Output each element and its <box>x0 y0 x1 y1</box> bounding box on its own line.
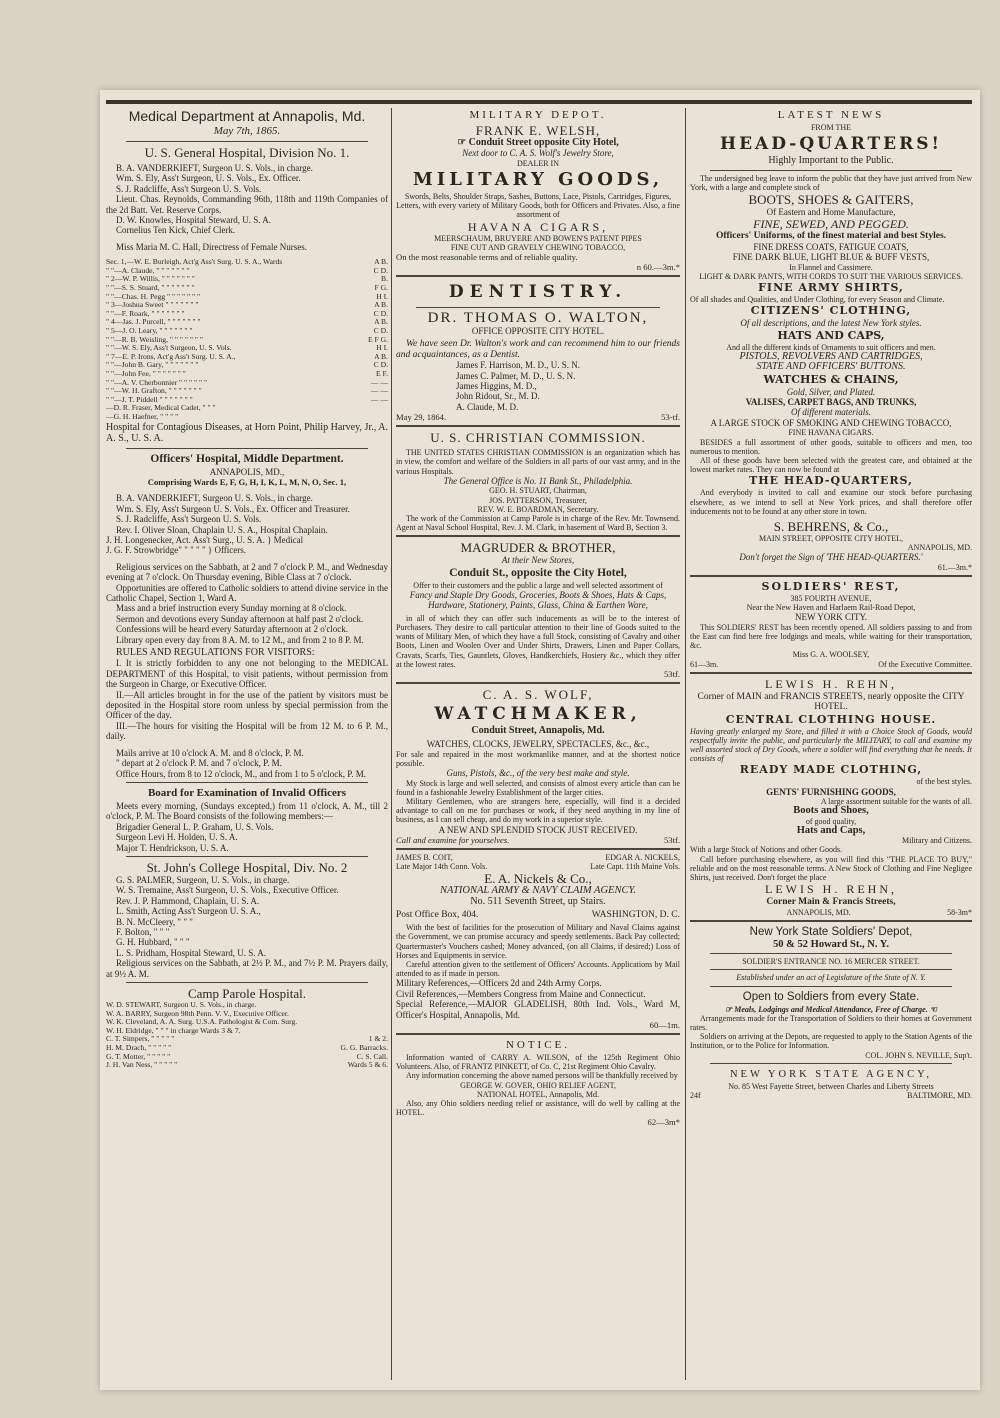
rules-heading: RULES AND REGULATIONS FOR VISITORS: <box>116 647 315 659</box>
wolf-wares: WATCHES, CLOCKS, JEWELRY, SPECTACLES, &c., &c., <box>426 739 650 750</box>
nickels-rank: Late Capt. 11th Maine Vols. <box>590 862 680 872</box>
division-1-staff: B. A. VANDERKIEFT, Surgeon U. S. Vols., in charge. Wm. S. Ely, Ass't Surgeon, U. S. Vols., Ex. Officer. S. J. Radcliffe, Ass't Surgeon U. S. Vols. Lieut. Chas. Reynolds, Commanding 96th, 118th and 119th Companies of the 2d Batt. Vet. Reserve Corps. D. W. Knowles, Hospital Steward, U. S. A. Cornelius Ten Kick, Chief Clerk. <box>106 163 388 236</box>
rehn-text: Having greatly enlarged my Store, and filled it with a Choice Stock of Goods, would respectfully invite the public, and particularly the MILITARY, to call and examine my well assorted stock of Dry Goods, where a soldier will find everything that he needs. It consists of <box>690 726 972 764</box>
hq-uniforms: Officers' Uniforms, of the finest material and best Styles. <box>715 231 947 242</box>
hq-descriptions: Of all descriptions, and the latest New York styles. <box>740 318 922 329</box>
magruder-stores: At their New Stores, <box>501 555 575 566</box>
behrens-firm: S. BEHRENS, & Co., <box>773 518 889 534</box>
military-depot-pipes: MEERSCHAUM, BRUYERE AND BOWEN'S PATENT PIPES <box>434 233 642 243</box>
ny-agency-code: 24f <box>690 1091 701 1101</box>
hq-valises: VALISES, CARPET BAGS, AND TRUNKS, <box>745 397 917 408</box>
notice-agent: GEORGE W. GOVER, OHIO RELIEF AGENT, <box>460 1080 616 1090</box>
nickels-firm: E. A. Nickels & Co., <box>484 871 592 887</box>
military-depot-terms: On the most reasonable terms and of reliable quality. <box>396 252 578 263</box>
military-goods-banner: MILITARY GOODS, <box>412 169 664 191</box>
hq-boots: BOOTS, SHOES & GAITERS, <box>748 192 914 208</box>
wolf-new-stock: A NEW AND SPLENDID STOCK JUST RECEIVED. <box>438 824 638 835</box>
hq-the-hq: THE HEAD-QUARTERS, <box>749 474 913 488</box>
ny-depot-address: 50 & 52 Howard St., N. Y. <box>773 938 889 950</box>
board-members: Brigadier General L. P. Graham, U. S. Vols. Surgeon Levi H. Holden, U. S. A. Major T. Hendrickson, U. S. A. <box>116 821 274 853</box>
watchmaker-banner: WATCHMAKER, <box>434 703 642 724</box>
military-depot-tobacco: FINE CUT AND GRAVELY CHEWING TOBACCO, <box>450 242 626 252</box>
column-rule-2 <box>685 108 686 1380</box>
ny-depot-colonel: COL. JOHN S. NEVILLE, Sup't. <box>865 1050 972 1060</box>
christian-commission-text: THE UNITED STATES CHRISTIAN COMMISSION is an organization which has in view, the comfort and welfare of the Soldiers in all parts of our vast army, and in the various Hospitals. <box>396 448 680 476</box>
hq-cigars: FINE HAVANA CIGARS. <box>788 428 874 438</box>
hq-besides: BESIDES a full assortment of other goods, suitable to officers and men, too numerous to mention. <box>690 437 972 456</box>
division-2-services: Religious services on the Sabbath, at 2½ P. M., and 7½ P. M. Prayers daily, at 9½ A. M. <box>106 958 388 979</box>
soldiers-rest-near: Near the New Haven and Harlaem Rail-Road Depot, <box>746 603 916 613</box>
hq-ornaments: And all the different kinds of Ornaments to suit officers and men. <box>726 342 936 352</box>
rehn-hats: Hats and Caps, <box>796 824 866 836</box>
hq-hats: HATS AND CAPS, <box>777 328 885 342</box>
nickels-city: WASHINGTON, D. C. <box>591 910 680 921</box>
rehn-city: ANNAPOLIS, MD. <box>786 907 851 917</box>
rehn-code: 58-3m* <box>947 907 972 917</box>
ny-agency-city: BALTIMORE, MD. <box>907 1091 972 1101</box>
column-advertisements <box>396 108 680 1380</box>
wolf-stock: My Stock is large and well selected, and consists of almost every article than can be found in a fashionable Jewelry Establishment of the larger cities. <box>396 778 680 797</box>
coit-rank: Late Major 14th Conn. Vols. <box>396 862 488 872</box>
column-headquarters <box>690 108 972 1380</box>
military-depot-heading: MILITARY DEPOT. <box>469 109 607 121</box>
magruder-goods: Fancy and Staple Dry Goods, Groceries, Boots & Shoes, Hats & Caps, Hardware, Stationery, Paints, Glass, China & Earthen Ware, <box>409 589 667 611</box>
rehn-boots: Boots and Shoes, <box>793 805 869 817</box>
board-text: Meets every morning, (Sundays excepted,) from 11 o'clock, A. M., till 2 o'clock, P. M. The Board consists of the following members:— <box>106 800 388 822</box>
rehn-corner: Corner of MAIN and FRANCIS STREETS, nearly opposite the CITY HOTEL. <box>697 691 965 713</box>
rehn-call: Call before purchasing elsewhere, as you will find this "THE PLACE TO BUY," reliable and on the most reasonable terms. A New Stock of Clothing and Fine Negligee Shirts, just received. Don't forget the place <box>690 854 972 883</box>
christian-commission-heading: U. S. CHRISTIAN COMMISSION. <box>430 430 646 446</box>
page-title: Medical Department at Annapolis, Md. <box>128 108 366 124</box>
highly-important: Highly Important to the Public. <box>768 155 894 167</box>
division-2-staff: G. S. PALMER, Surgeon, U. S. Vols., in charge. W. S. Tremaine, Ass't Surgeon, U. S. Vols., Executive Officer. Rev. J. P. Hammond, Chaplain, U. S. A. L. Smith, Acting Ass't Surgeon U. S. A., B. N. McCleery, " " " F. Bolton, " " " G. H. Hubbard, " " " L. S. Pridham, Hospital Steward, U. S. A. <box>116 874 339 958</box>
post-office-box: Post Office Box, 404. <box>396 910 479 921</box>
magruder-address: Conduit St., opposite the City Hotel, <box>449 566 627 579</box>
soldiers-rest-text: This SOLDIERS' REST has been recently opened. All soldiers passing to and from the East can find here free lodgings and meals, while waiting for their transportation, &c. <box>690 622 972 651</box>
hq-citizens: CITIZENS' CLOTHING, <box>750 304 912 318</box>
ny-depot-heading: New York State Soldiers' Depot, <box>749 925 913 938</box>
soldiers-rest-committee: Of the Executive Committee. <box>878 659 972 669</box>
mail-hours: Mails arrive at 10 o'clock A. M. and 8 o'clock, P. M. " depart at 2 o'clock P. M. and 7 o'clock, P. M. Office Hours, from 8 to 12 o'clock, M., and from 1 to 5 o'clock, P. M. <box>116 747 367 779</box>
nickels-care: Careful attention given to the settlement of Officers' Accounts. Applications by Mail attended to as if made in person. <box>396 960 680 979</box>
rehn-military: Military and Citizens. <box>902 836 972 846</box>
rehn-quality: of good quality, <box>805 816 857 826</box>
wolf-address: Conduit Street, Annapolis, Md. <box>471 724 605 736</box>
hq-buttons: STATE AND OFFICERS' BUTTONS. <box>756 361 906 373</box>
magruder-offer: Offer to their customers and the public a large and well selected assortment of <box>413 580 663 590</box>
behrens-code: 61.—3m.* <box>937 562 972 572</box>
soldiers-rest-heading: SOLDIERS' REST, <box>761 579 901 593</box>
ny-depot-entrance: SOLDIER'S ENTRANCE NO. 16 MERCER STREET. <box>742 957 920 967</box>
hq-flannel: In Flannel and Cassimere. <box>789 262 873 272</box>
dentist-references: James F. Harrison, M. D., U. S. N. James C. Palmer, M. D., U. S. N. James Higgins, M. D., John Ridout, Sr., M. D. A. Claude, M. D. <box>456 360 581 412</box>
officers-hospital-place: ANNAPOLIS, MD., <box>209 466 285 477</box>
hq-invited: And everybody is invited to call and examine our stock before purchasing elsewhere, as we intend to sell at New York prices, and shall therefore offer inducements not to be found at any other store in town. <box>690 488 972 516</box>
military-depot-cigars: HAVANA CIGARS, <box>467 219 609 234</box>
camp-parole-heading: Camp Parole Hospital. <box>187 986 307 1001</box>
military-depot-next: Next door to C. A. S. Wolf's Jewelry Store, <box>462 148 614 159</box>
behrens-street: MAIN STREET, OPPOSITE CITY HOTEL, <box>759 533 903 543</box>
officers-hospital-staff: B. A. VANDERKIEFT, Surgeon U. S. Vols., in charge. Wm. S. Ely, Ass't Surgeon U. S. Vols., Ex. Officer and Treasurer. S. J. Radcliffe, Ass't Surgeon U. S. Vols. Rev. I. Oliver Sloan, Chaplain U. S. A., Hospital Chaplain. J. H. Longenecker, Act. Ass't Surg., U. S. A. } Medical J. G. F. Strowbridge" " " " " } Officers. <box>106 493 350 556</box>
claim-agency: NATIONAL ARMY & NAVY CLAIM AGENCY. <box>440 885 636 897</box>
column-medical <box>106 108 388 1380</box>
ny-depot-arriving: Soldiers on arriving at the Depots, are requested to apply to the Station Agents of the Institution, or to the Police for Information. <box>690 1032 972 1051</box>
camp-parole-staff: W. D. STEWART, Surgeon U. S. Vols., in charge. W. A. BARRY, Surgeon 98th Penn. V. V., Executive Officer. W. K. Cleveland, A. A. Surg. U.S.A. Pathologist & Com. Surg. W. H. Eldridge, " " " in charge Wards 3 & 7. C. T. Simpers, " " " " " 1 & 2. H. M. Drach, " " " " " G. G. Barracks. G. T. Motter, " " " " " C. S. Call. J. H. Van Ness, " " " " " Wards 5 & 6. <box>106 1001 388 1070</box>
hq-selected: All of these goods have been selected with the greatest care, and obtained at the lowest market rates. They can now be found at <box>690 455 972 475</box>
wolf-code: 53tf. <box>664 835 680 845</box>
board-heading: Board for Examination of Invalid Officers <box>147 786 347 799</box>
wolf-guns: Guns, Pistols, &c., of the very best make and style. <box>446 768 630 779</box>
christian-commission-officers: GEO. H. STUART, Chairman, JOS. PATTERSON, Treasurer, REV. W. E. BOARDMAN, Secretary. <box>477 486 599 514</box>
dentist-office: OFFICE OPPOSITE CITY HOTEL. <box>471 326 605 337</box>
soldiers-rest-address: 385 FOURTH AVENUE, <box>790 593 872 603</box>
hq-watches: WATCHES & CHAINS, <box>763 372 899 386</box>
hq-shades: Of all shades and Qualities, and Under Clothing, for every Season and Climate. <box>690 295 945 305</box>
hq-pants: LIGHT & DARK PANTS, WITH CORDS TO SUIT THE VARIOUS SERVICES. <box>699 271 963 281</box>
notice-heading: NOTICE. <box>505 1039 571 1052</box>
hq-vests: FINE DARK BLUE, LIGHT BLUE & BUFF VESTS, <box>732 252 930 263</box>
dentist-recommendation: We have seen Dr. Walton's work and can recommend him to our friends and acquaintances, as a Dentist. <box>396 339 680 360</box>
hq-fine: FINE, SEWED, AND PEGGED. <box>753 217 909 232</box>
military-depot-name: FRANK E. WELSH, <box>475 123 601 138</box>
latest-news-from: FROM THE <box>810 123 852 132</box>
christian-commission-office: The General Office is No. 11 Bank St., Philadelphia. <box>443 475 633 486</box>
central-clothing-house: CENTRAL CLOTHING HOUSE. <box>725 712 937 726</box>
rehn-gents: GENTS' FURNISHING GOODS, <box>766 786 896 797</box>
military-depot-items: Swords, Belts, Shoulder Straps, Sashes, Buttons, Lace, Pistols, Cartridges, Figures, Letters, with every variety of Military Goods, both for Officers and Privates. Also, a fine assortment of <box>396 192 680 220</box>
rehn-best-styles: of the best styles. <box>916 777 972 787</box>
ny-depot-text: Arrangements made for the Transportation of Soldiers to their homes at Government rates. <box>690 1013 972 1033</box>
officers-hospital-heading: Officers' Hospital, Middle Department. <box>150 452 344 465</box>
hq-pistols: PISTOLS, REVOLVERS AND CARTRIDGES, <box>739 350 923 362</box>
notice-text-3: Also, any Ohio soldiers needing relief or assistance, will do well by calling at the HOTEL. <box>396 1099 680 1118</box>
rehn-name: LEWIS H. REHN, <box>765 676 897 691</box>
hq-shirts: FINE ARMY SHIRTS, <box>758 281 904 295</box>
nickels-references: Military References,—Officers 2d and 24th Army Corps. Civil References,—Members Congress from Maine and Connecticut. Special Reference,—MAJOR GLADELISH, 80th Ind. Vols., Ward M, Officer's Hospital, Annapolis, Md. <box>396 978 680 1020</box>
magruder-code: 53tf. <box>664 668 680 679</box>
hq-coats: FINE DRESS COATS, FATIGUE COATS, <box>753 241 909 252</box>
officers-hospital-wards: Comprising Wards E, F, G, H, I, K, L, M, N, O, Sec. 1, <box>147 476 347 487</box>
rehn-name-2: LEWIS H. REHN, <box>765 882 897 897</box>
rehn-large-assortment: A large assortment suitable for the wants of all. <box>820 797 972 806</box>
nickels-name: EDGAR A. NICKELS, <box>605 853 680 862</box>
coit-name: JAMES B. COIT, <box>396 853 453 862</box>
ny-agency-address: No. 85 West Fayette Street, between Charles and Liberty Streets <box>728 1081 934 1091</box>
division-1-heading: U. S. General Hospital, Division No. 1. <box>144 145 350 160</box>
behrens-sign: Don't forget the Sign of 'THE HEAD-QUARTERS.' <box>739 552 923 563</box>
ward-list: Sec. 1,—W. E. Burleigh, Act'g Ass't Surg. U. S. A., Wards A B. " "—A. Claude, " " " " " " " C D. " 2—W. P. Willis, " " " " " " " B. " "—S. S. Stuard, " " " " " " " F G. " "—Chas. H. Pegg " " " " " " " H I. " 3—Joshua Sweet " " " " " " " A B. " "—F. Roark, " " " " " " " C D. " 4—Jas. J. Purcell, " " " " " " " A B. " 5—J. O. Leary, " " " " " " " C D. " "—R. B. Weisling, " " " " " " " E F G. " "—W. S. Ely, Ass't Surgeon, U. S. Vols. H I. " 7—E. P. Irons, Act'g Ass't Surg. U. S. A., A B. " "—John B. Gary, " " " " " " " C D. " "—John Fee, " " " " " " " E F. " "—A. V. Cherbonnier " " " " " " — — " "—W. H. Grafton, " " " " " " " — — " "—J. T. Piddell " " " " " " " — — —D. R. Fraser, Medical Cadet, " " " —G. H. Haefner, " " " " <box>106 257 388 421</box>
magruder-text: in all of which they can offer such inducements as will be to the interest of Purchasers. They desire to call particular attention to their line of Goods suited to the wants of Military Men, of which they have a full Stock, consisting of Cavalry and other Boots, Linen and Woolen Over and Under Shirts, Drawers, Linen and Paper Collars, Cravats, Scarfs, Ties, Gauntlets, Gloves, Handkerchiefs, Hosiery &c., which they offer at the lowest rates. <box>396 613 680 669</box>
wolf-call: Call and examine for yourselves. <box>396 835 510 845</box>
nickels-street: No. 511 Seventh Street, up Stairs. <box>470 895 606 907</box>
soldiers-rest-city: NEW YORK CITY. <box>794 612 868 623</box>
magruder-heading: MAGRUDER & BROTHER, <box>460 540 616 556</box>
soldiers-rest-miss: Miss G. A. WOOLSEY, <box>792 650 870 660</box>
head-quarters-banner: HEAD-QUARTERS! <box>720 134 942 155</box>
top-rule <box>106 100 972 104</box>
behrens-city: ANNAPOLIS, MD. <box>907 543 972 553</box>
rules-list: I. It is strictly forbidden to any one not belonging to the MEDICAL DEPARTMENT of this Hospital, to visit patients, without permission from the Surgeon in Charge, or Executive Officer. II.—All articles brought in for the use of the patient by visitors must be deposited in the Hospital store room unless by special permission from the Officer of the day. III.—The hours for visiting the Hospital will be from 12 M. to 6 P. M., daily. <box>106 658 388 742</box>
religious-services: Religious services on the Sabbath, at 2 and 7 o'clock P. M., and Wednesday evening at 7 o'clock. On Thursday evening, Bible Class at 7 o'clock. Opportunities are offered to Catholic soldiers to attend divine service in the Catholic Chapel, Section 1, Ward A. Mass and a brief instruction every Sunday morning at 8 o'clock. Sermon and devotions every Sunday afternoon at half past 2 o'clock. Confessions will be heard every Saturday afternoon at 2 o'clock. Library open every day from 8 A. M. to 12 M., and from 2 to 8 P. M. <box>106 561 388 645</box>
latest-news-heading: LATEST NEWS <box>777 109 885 121</box>
nurses-directress: Miss Maria M. C. Hall, Directress of Female Nurses. <box>116 241 307 252</box>
contagious-hospital: Hospital for Contagious Diseases, at Horn Point, Philip Harvey, Jr., A. A. S., U. S. A. <box>106 421 388 445</box>
rehn-ready-made: READY MADE CLOTHING, <box>739 763 923 777</box>
column-rule-1 <box>391 108 392 1380</box>
rehn-corner-2: Corner Main & Francis Streets, <box>766 897 896 908</box>
newspaper-page <box>100 90 980 1390</box>
dentist-code: 53-tf. <box>661 412 680 423</box>
ny-depot-established: Established under an act of Legislature of the State of N. Y. <box>736 973 926 983</box>
dentistry-heading: DENTISTRY. <box>448 282 628 303</box>
hq-materials: Of different materials. <box>791 407 871 418</box>
hq-intro: The undersigned beg leave to inform the public that they have just arrived from New York, with a large and complete stock of <box>690 173 972 192</box>
wolf-repair: For sale and repaired in the most workmanlike manner, and at the shortest notice possible. <box>396 749 680 768</box>
ny-state-agency: NEW YORK STATE AGENCY, <box>729 1068 933 1080</box>
christian-commission-work: The work of the Commission at Camp Parole is in charge of the Rev. Mr. Townsend. Agent at Naval School Hospital, Rev. J. M. Clark, in basement of Ward B, Section 3. <box>396 513 680 533</box>
wolf-name: C. A. S. WOLF, <box>482 686 594 702</box>
rehn-notions: With a large Stock of Notions and other Goods. <box>690 845 843 855</box>
division-2-heading: St. John's College Hospital, Div. No. 2 <box>146 859 348 875</box>
military-depot-address: ☞ Conduit Street opposite City Hotel, <box>457 137 619 148</box>
military-depot-dealer: DEALER IN <box>517 158 559 168</box>
soldiers-rest-code: 61—3m. <box>690 659 719 669</box>
dentist-date: May 29, 1864. <box>396 412 447 423</box>
notice-text-1: Information wanted of CARRY A. WILSON, of the 125th Regiment Ohio Volunteers. Also, of FRANTZ PINKETT, of Co. C, 21st Regiment Ohio Cavalry. <box>396 1053 680 1072</box>
nickels-text: With the best of facilities for the prosecution of Military and Naval Claims against the Government, we can promise accuracy and speedy settlements. Back Pay collected; Quartermaster's Vouchers cashed; Money advanced, (on all Claims, if desired;) Loss of Horses and Equipments in service. <box>396 923 680 960</box>
ny-depot-meals: ☞ Meals, Lodgings and Medical Attendance, Free of Charge. ☜ <box>725 1004 937 1014</box>
ny-depot-open: Open to Soldiers from every State. <box>742 990 920 1003</box>
hq-tobacco: A LARGE STOCK OF SMOKING AND CHEWING TOBACCO, <box>710 417 952 428</box>
wolf-military: Military Gentlemen, who are strangers here, especially, will find it a decided advantage to call on me for purchases or work, if they need anything in my line of business, as I can sell cheap, and do my work in a superior style. <box>396 796 680 825</box>
page-date: May 7th, 1865. <box>213 125 281 137</box>
dentist-name: DR. THOMAS O. WALTON, <box>427 310 649 327</box>
notice-text-2: Any information concerning the above named persons will be thankfully received by <box>406 1071 678 1081</box>
notice-code: 62—3m* <box>647 1117 680 1128</box>
military-depot-code: n 60.—3m.* <box>636 262 680 273</box>
hq-gold: Gold, Silver, and Plated. <box>786 386 876 397</box>
nickels-code: 60—1m. <box>649 1020 680 1031</box>
hq-eastern: Of Eastern and Home Manufacture, <box>766 207 896 218</box>
notice-agent-hotel: NATIONAL HOTEL, Annapolis, Md. <box>477 1089 599 1099</box>
